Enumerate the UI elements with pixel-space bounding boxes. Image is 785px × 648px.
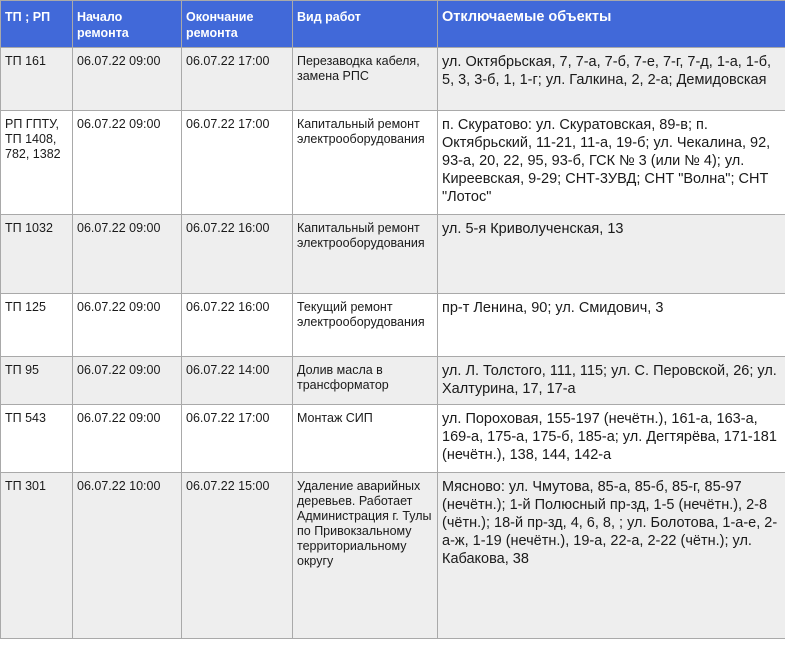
header-start [73, 1, 182, 48]
cell-objects: ул. Л. Толстого, 111, 115; ул. С. Перовской, 26; ул. Халтурина, 17, 17-а [438, 357, 785, 405]
header-work-type-label: Вид работ [297, 10, 361, 24]
table-row [1, 48, 785, 111]
cell-end: 06.07.22 15:00 [182, 473, 293, 639]
header-work-type [293, 1, 438, 48]
cell-tp: ТП 543 [1, 405, 73, 473]
table-header [1, 1, 785, 48]
cell-work: Текущий ремонт электрооборудования [293, 294, 438, 357]
cell-objects: п. Скуратово: ул. Скуратовская, 89-в; п. Октябрьский, 11-21, 11-а, 19-б; ул. Чекалина, 92, 93-а, 20, 22, 95, 93-б, ГСК № 3 (или № 4); ул. Киреевская, 9-29; СНТ-3УВД; СНТ "Волна"; СНТ "Лотос" [438, 111, 785, 215]
cell-end: 06.07.22 17:00 [182, 111, 293, 215]
cell-start: 06.07.22 09:00 [73, 294, 182, 357]
cell-objects: пр-т Ленина, 90; ул. Смидович, 3 [438, 294, 785, 357]
table-body [1, 48, 785, 639]
table-row [1, 294, 785, 357]
header-objects-label: Отключаемые объекты [442, 9, 612, 25]
cell-start: 06.07.22 09:00 [73, 111, 182, 215]
cell-tp: ТП 161 [1, 48, 73, 111]
cell-tp: РП ГПТУ, ТП 1408, 782, 1382 [1, 111, 73, 215]
header-tp-rp [1, 1, 73, 48]
header-start-line2: ремонта [77, 26, 129, 40]
cell-work: Перезаводка кабеля, замена РПС [293, 48, 438, 111]
cell-end: 06.07.22 16:00 [182, 294, 293, 357]
cell-end: 06.07.22 17:00 [182, 405, 293, 473]
table-row [1, 215, 785, 294]
cell-end: 06.07.22 17:00 [182, 48, 293, 111]
cell-work: Монтаж СИП [293, 405, 438, 473]
cell-end: 06.07.22 16:00 [182, 215, 293, 294]
cell-objects: ул. Пороховая, 155-197 (нечётн.), 161-а, 163-а, 169-а, 175-а, 175-б, 185-а; ул. Дегтярёва, 171-181 (нечётн.), 138, 144, 142-а [438, 405, 785, 473]
table-row [1, 111, 785, 215]
header-end [182, 1, 293, 48]
table-row [1, 405, 785, 473]
header-objects [438, 1, 785, 48]
table-row [1, 357, 785, 405]
cell-tp: ТП 95 [1, 357, 73, 405]
cell-end: 06.07.22 14:00 [182, 357, 293, 405]
cell-start: 06.07.22 09:00 [73, 48, 182, 111]
cell-start: 06.07.22 09:00 [73, 215, 182, 294]
header-row [1, 1, 785, 48]
cell-tp: ТП 1032 [1, 215, 73, 294]
cell-objects: ул. 5-я Криволученская, 13 [438, 215, 785, 294]
header-end-line1: Окончание [186, 10, 254, 24]
cell-start: 06.07.22 10:00 [73, 473, 182, 639]
cell-start: 06.07.22 09:00 [73, 405, 182, 473]
cell-start: 06.07.22 09:00 [73, 357, 182, 405]
cell-work: Удаление аварийных деревьев. Работает Администрация г. Тулы по Привокзальному территориальному округу [293, 473, 438, 639]
header-tp-rp-label: ТП ; РП [5, 10, 51, 24]
cell-tp: ТП 301 [1, 473, 73, 639]
cell-tp: ТП 125 [1, 294, 73, 357]
cell-work: Долив масла в трансформатор [293, 357, 438, 405]
table-row [1, 473, 785, 639]
cell-work: Капитальный ремонт электрооборудования [293, 215, 438, 294]
header-end-line2: ремонта [186, 26, 238, 40]
cell-objects: Мясново: ул. Чмутова, 85-а, 85-б, 85-г, 85-97 (нечётн.); 1-й Полюсный пр-зд, 1-5 (нечётн.), 2-8 (чётн.); 18-й пр-зд, 4, 6, 8, ; ул. Болотова, 1-а-е, 2-а-ж, 1-19 (нечётн.), 19-а, 22-а, 2-22 (чётн.); ул. Кабакова, 38 [438, 473, 785, 639]
cell-work: Капитальный ремонт электрооборудования [293, 111, 438, 215]
header-start-line1: Начало [77, 10, 123, 24]
cell-objects: ул. Октябрьская, 7, 7-а, 7-б, 7-е, 7-г, 7-д, 1-а, 1-б, 5, 3, 3-б, 1, 1-г; ул. Галкина, 2, 2-а; Демидовская [438, 48, 785, 111]
